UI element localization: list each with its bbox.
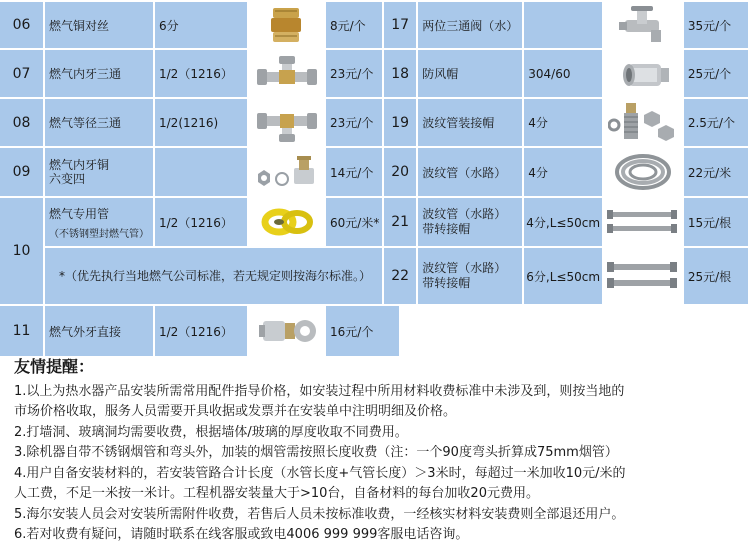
reminder-line: 2.打墙洞、玻璃洞均需要收费，根据墙体/玻璃的厚度收取不同费用。 bbox=[14, 424, 408, 440]
table-row bbox=[384, 148, 748, 196]
reminder-line: 1.以上为热水器产品安装所需常用配件指导价格，如安装过程中所用材料收费标准中未涉及到，则按当地的 bbox=[14, 383, 625, 399]
item-number: 06 bbox=[0, 2, 43, 48]
item-price: 23元/个 bbox=[326, 50, 399, 97]
corrugated-pipe-with-nut-icon bbox=[604, 248, 682, 304]
wind-cap-icon bbox=[604, 50, 682, 97]
item-number: 17 bbox=[384, 2, 416, 48]
item-price: 25元/个 bbox=[684, 50, 748, 97]
item-name: 防风帽 bbox=[418, 50, 522, 97]
three-way-valve-icon bbox=[604, 2, 682, 48]
item-number: 10 bbox=[0, 198, 43, 304]
item-number: 08 bbox=[0, 99, 43, 146]
item-price: 60元/米* bbox=[326, 198, 399, 246]
corrugated-pipe-coil-icon bbox=[604, 148, 682, 196]
item-name-sub: （不锈钢塑封燃气管） bbox=[49, 228, 149, 240]
item-number: 09 bbox=[0, 148, 43, 196]
item-number: 22 bbox=[384, 248, 416, 304]
right-price-table bbox=[382, 0, 750, 306]
reminder-line: 市场价格收取，服务人员需要开具收据或发票并在安装单中注明明细及价格。 bbox=[14, 404, 457, 419]
item-spec: 6分,L≤50cm bbox=[524, 248, 602, 304]
item-price: 23元/个 bbox=[326, 99, 399, 146]
table-row bbox=[384, 198, 748, 246]
item-number: 11 bbox=[0, 306, 43, 356]
table-row bbox=[0, 248, 399, 304]
item-price: 15元/根 bbox=[684, 198, 748, 246]
item-price: 16元/个 bbox=[326, 306, 399, 356]
table-row bbox=[384, 2, 748, 48]
item-spec bbox=[155, 148, 247, 196]
table-row bbox=[384, 99, 748, 146]
item-name: 燃气内牙铜 六变四 bbox=[45, 148, 153, 196]
reminder-line: 4.用户自备安装材料的，若安装管路合计长度（水管长度+气管长度）＞3米时，每超过一米加收10元/米的 bbox=[14, 465, 626, 481]
item-price: 22元/米 bbox=[684, 148, 748, 196]
item-name: 波纹管（水路） bbox=[418, 148, 522, 196]
reminder-line: 人工费，不足一米按一米计。工程机器安装量大于>10台，自备材料的每台加收20元费用。 bbox=[14, 486, 539, 501]
item-spec bbox=[524, 2, 602, 48]
left-price-table bbox=[0, 0, 401, 358]
equal-tee-fitting-icon bbox=[249, 99, 324, 146]
item-name: 两位三通阀（水） bbox=[418, 2, 522, 48]
item-price: 2.5元/个 bbox=[684, 99, 748, 146]
item-spec: 1/2（1216） bbox=[155, 50, 247, 97]
item-name-cell bbox=[45, 198, 153, 246]
item-number: 07 bbox=[0, 50, 43, 97]
table-row bbox=[384, 50, 748, 97]
item-spec: 4分,L≤50cm bbox=[524, 198, 602, 246]
item-name: 波纹管（水路） 带转接帽 bbox=[418, 248, 522, 304]
item-number: 19 bbox=[384, 99, 416, 146]
item-price: 35元/个 bbox=[684, 2, 748, 48]
corrugated-pipe-nut-icon bbox=[604, 99, 682, 146]
item-number: 20 bbox=[384, 148, 416, 196]
table-row bbox=[384, 248, 748, 304]
brass-nipple-fitting-icon bbox=[249, 2, 324, 48]
item-spec: 1/2（1216） bbox=[155, 198, 247, 246]
item-price: 14元/个 bbox=[326, 148, 399, 196]
corrugated-pipe-with-nut-icon bbox=[604, 198, 682, 246]
reminder-line: 3.除机器自带不锈钢烟管和弯头外，加装的烟管需按照长度收费（注：一个90度弯头折算成75mm烟管） bbox=[14, 445, 618, 460]
reminder-line: 6.若对收费有疑问，请随时联系在线客服或致电4006 999 999客服电话咨询。 bbox=[14, 527, 469, 542]
table-row bbox=[0, 198, 399, 246]
item-spec: 4分 bbox=[524, 99, 602, 146]
table-row bbox=[0, 99, 399, 146]
item-spec: 304/60 bbox=[524, 50, 602, 97]
reminder-section bbox=[14, 357, 744, 546]
yellow-gas-hose-icon bbox=[249, 198, 324, 246]
item-name: 波纹管（水路） 带转接帽 bbox=[418, 198, 522, 246]
item-number: 18 bbox=[384, 50, 416, 97]
tee-fitting-icon bbox=[249, 50, 324, 97]
item-spec: 4分 bbox=[524, 148, 602, 196]
item-spec: 1/2(1216) bbox=[155, 99, 247, 146]
item-name: 燃气专用管 bbox=[49, 206, 110, 221]
item-name: 燃气等径三通 bbox=[45, 99, 153, 146]
item-price: 25元/根 bbox=[684, 248, 748, 304]
item-name: 燃气外牙直接 bbox=[45, 306, 153, 356]
reminder-title: 友情提醒： bbox=[14, 357, 95, 376]
item-name: 波纹管装接帽 bbox=[418, 99, 522, 146]
item-name: 燃气内牙三通 bbox=[45, 50, 153, 97]
table-row bbox=[0, 148, 399, 196]
item-name: 燃气铜对丝 bbox=[45, 2, 153, 48]
table-row bbox=[0, 306, 399, 356]
straight-connector-icon bbox=[249, 306, 324, 356]
item-spec: 6分 bbox=[155, 2, 247, 48]
reminder-line: 5.海尔安装人员会对安装所需附件收费，若售后人员未按标准收费，一经核实材料安装费则全部退还用户。 bbox=[14, 506, 625, 522]
item-note: *（优先执行当地燃气公司标准，若无规定则按海尔标准。） bbox=[45, 248, 399, 304]
table-row bbox=[0, 2, 399, 48]
item-number: 21 bbox=[384, 198, 416, 246]
reducer-fitting-icon bbox=[249, 148, 324, 196]
table-row bbox=[0, 50, 399, 97]
item-price: 8元/个 bbox=[326, 2, 399, 48]
item-spec: 1/2（1216） bbox=[155, 306, 247, 356]
